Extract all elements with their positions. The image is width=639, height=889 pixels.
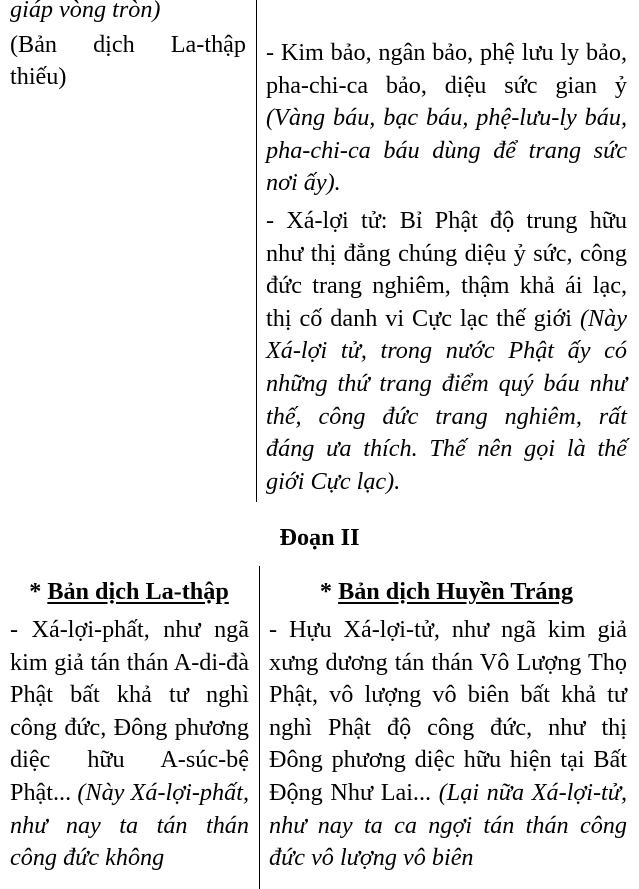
top-right-cell: [266, 37, 627, 498]
bottom-column-divider: [259, 566, 260, 889]
right-column-header: * Bản dịch Huyền Tráng: [319, 578, 574, 605]
right-column-body: [269, 614, 627, 875]
top-left-line2: (Bản dịch La-thập thiếu): [10, 30, 246, 91]
left-column-header: * Bản dịch La-thập: [29, 578, 229, 605]
section-heading: Đoạn II: [279, 524, 360, 551]
top-left-line1: giáp vòng tròn): [10, 0, 161, 23]
left-column-title: Bản dịch La-thập: [47, 578, 229, 605]
top-right-paragraph-1: - Kim bảo, ngân bảo, phệ lưu ly bảo, pha-chi-ca bảo, diệu sức gian ỷ (Vàng báu, bạc báu, phệ-lưu-ly báu, pha-chi-ca báu dùng để trang sức nơi ấy).: [266, 39, 627, 197]
right-column-title: Bản dịch Huyền Tráng: [338, 578, 574, 605]
left-column-body: [10, 614, 249, 875]
top-column-divider: [256, 0, 257, 502]
right-column-paragraph: - Hựu Xá-lợi-tử, như ngã kim giả xưng dương tán thán Vô Lượng Thọ Phật, vô lượng vô biên bất khả tư nghì Phật độ công đức, như thị Đông phương diệc hữu hiện tại Bất Động Như Lai... (Lại nữa Xá-lợi-tử, như nay ta ca ngợi tán thán công đức vô lượng vô biên: [269, 616, 627, 872]
left-column-paragraph: - Xá-lợi-phất, như ngã kim giả tán thán A-di-đà Phật bất khả tư nghì công đức, Đông phương diệc hữu A-súc-bệ Phật... (Này Xá-lợi-phất, như nay ta tán thán công đức không: [10, 616, 249, 872]
top-right-paragraph-2: - Xá-lợi tử: Bỉ Phật độ trung hữu như thị đẳng chúng diệu ỷ sức, công đức trang nghiêm, thậm khả ái lạc, thị cố danh vi Cực lạc thế giới (Này Xá-lợi tử, trong nước Phật ấy có những thứ trang điểm quý báu như thế, công đức trang nghiêm, rất đáng ưa thích. Thế nên gọi là thế giới Cực lạc).: [266, 206, 627, 495]
top-left-cell: [10, 0, 246, 94]
